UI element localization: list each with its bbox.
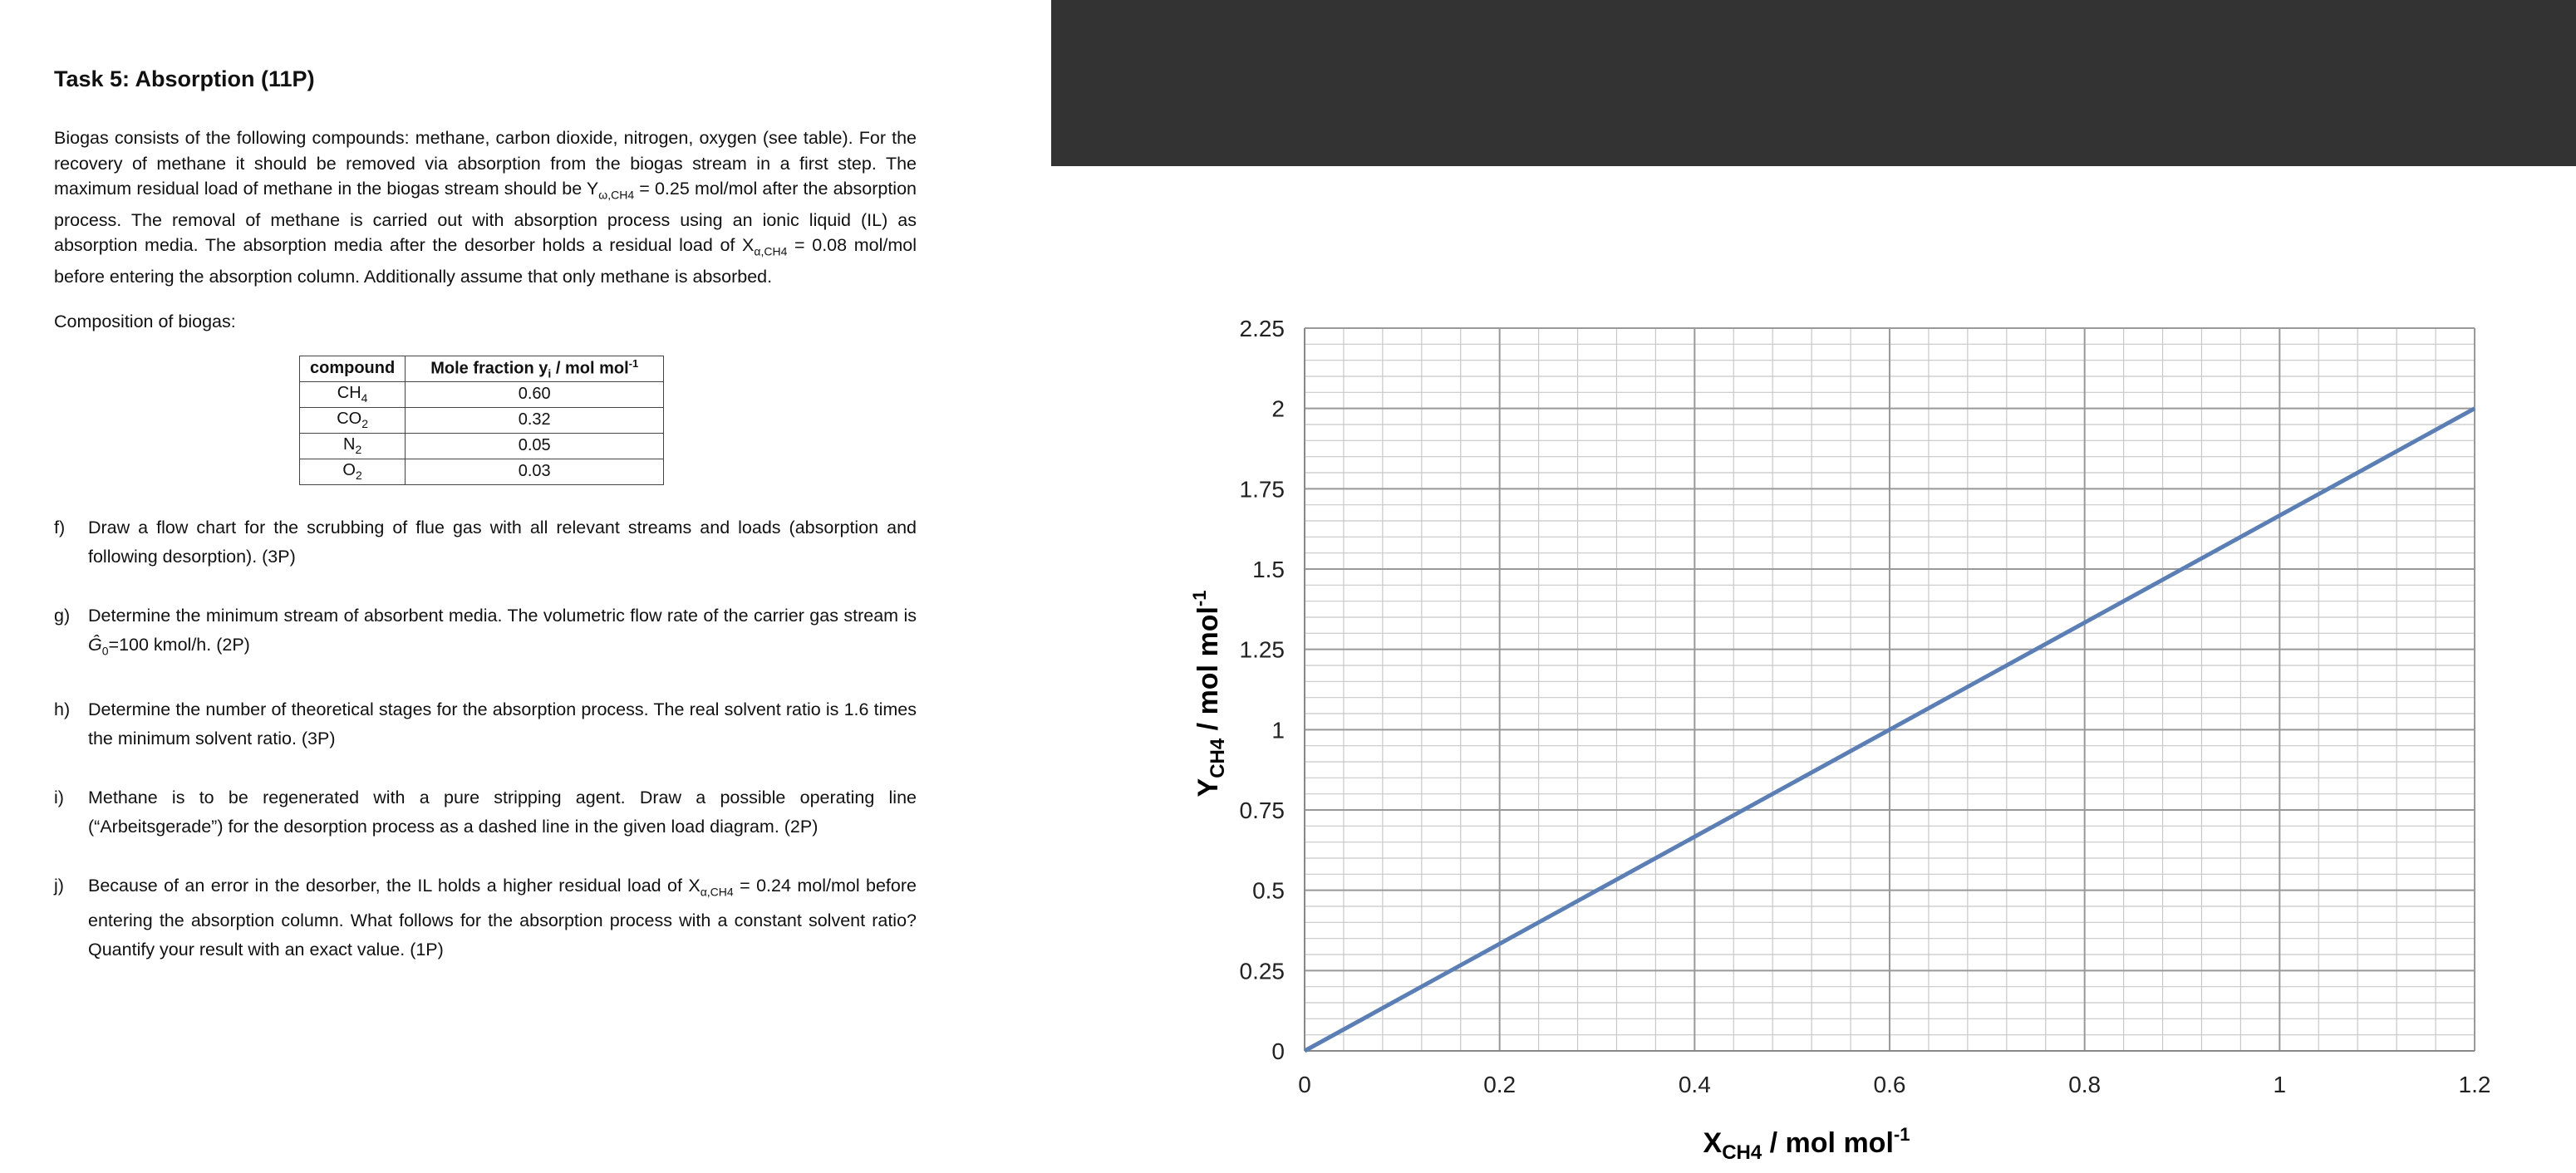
compound-cell: $CO_2$ <box>300 407 406 433</box>
x-tick-label: 0 <box>1298 1072 1311 1097</box>
y-tick-label: 0.25 <box>1239 958 1285 984</box>
x-tick-label: 0.4 <box>1678 1072 1711 1097</box>
x-tick-label: 0.6 <box>1873 1072 1906 1097</box>
y-tick-label: 2.25 <box>1239 316 1285 341</box>
dark-banner <box>1051 0 2576 166</box>
x-tick-label: 0.8 <box>2068 1072 2102 1097</box>
load-diagram-chart <box>1163 299 2534 1171</box>
x-tick-label: 0.2 <box>1483 1072 1517 1097</box>
question-i: i) Methane is to be regenerated with a pure stripping agent. Draw a possible operating line (“Arbeitsgerade”) for the desorption process as a dashed line in the given load diagram. (2P) <box>54 787 917 837</box>
y-axis-label: $Y_{CH4}$ / mol mol$^{-1}$ <box>1189 590 1229 798</box>
question-h: h) Determine the number of theoretical stages for the absorption process. The real solvent ratio is 1.6 times the minimum solvent ratio. (3P) <box>54 699 917 748</box>
header-mole-fraction: Mole fraction $y_i$ / mol mol$^{-1}$ <box>406 356 664 381</box>
table-row <box>300 433 664 459</box>
fraction-cell: 0.03 <box>406 459 664 484</box>
y-tick-label: 0 <box>1271 1038 1285 1064</box>
y-tick-label: 1.25 <box>1239 636 1285 663</box>
fraction-cell: 0.05 <box>406 433 664 459</box>
task-title: Task 5: Absorption (11P) <box>54 66 315 91</box>
question-g: g) Determine the minimum stream of absorbent media. The volumetric flow rate of the carrier gas stream is $Ĝ_0=100$ kmol/h. (2P) <box>54 605 917 657</box>
table-row <box>300 381 664 407</box>
y-tick-label: 1.75 <box>1239 476 1285 503</box>
question-j: j) Because of an error in the desorber, the IL holds a higher residual load of $X_{\alpha,CH4} = 0.24$ mol/mol before entering the absorption column. What follows for the absorption process with a constant solvent ratio? Quantify your result with an exact value. (1P) <box>54 875 917 960</box>
table-row <box>300 459 664 484</box>
table-row <box>300 407 664 433</box>
chart-ticks <box>1240 316 2491 1097</box>
header-compound: compound <box>300 356 406 381</box>
intro-paragraph: Biogas consists of the following compounds: methane, carbon dioxide, nitrogen, oxygen (see table). For the recovery of methane it should be removed via absorption from the biogas stream in a first step. The maximum residual load of methane in the biogas stream should be $Y_{\omega,CH4} = 0.25$ mol/mol after the absorption process. The removal of methane is carried out with absorption process using an ionic liquid (IL) as absorption media. The absorption media after the desorber holds a residual load of $X_{\alpha,CH4} = 0.08$ mol/mol before entering the absorption column. Additionally assume that only methane is absorbed. <box>54 128 917 287</box>
x-tick-label: 1.2 <box>2458 1072 2491 1097</box>
compound-cell: $O_2$ <box>300 459 406 484</box>
y-tick-label: 2 <box>1271 395 1285 422</box>
compound-cell: $N_2$ <box>300 433 406 459</box>
fraction-cell: 0.32 <box>406 407 664 433</box>
chart-grid <box>1305 328 2475 1051</box>
question-f: f) Draw a flow chart for the scrubbing of flue gas with all relevant streams and loads (absorption and following desorption). (3P) <box>54 517 917 567</box>
composition-table <box>299 356 664 485</box>
x-tick-label: 1 <box>2273 1072 2287 1097</box>
compound-cell: $CH_4$ <box>300 381 406 407</box>
y-tick-label: 0.5 <box>1252 877 1285 904</box>
fraction-cell: 0.60 <box>406 381 664 407</box>
task-document <box>54 66 917 964</box>
y-tick-label: 1.5 <box>1252 557 1285 582</box>
composition-label: Composition of biogas: <box>54 311 236 331</box>
y-tick-label: 1 <box>1271 717 1285 744</box>
x-axis-label: $X_{CH4}$ / mol mol$^{-1}$ <box>1703 1124 1910 1164</box>
y-tick-label: 0.75 <box>1239 798 1285 823</box>
table-header-row <box>300 356 664 381</box>
